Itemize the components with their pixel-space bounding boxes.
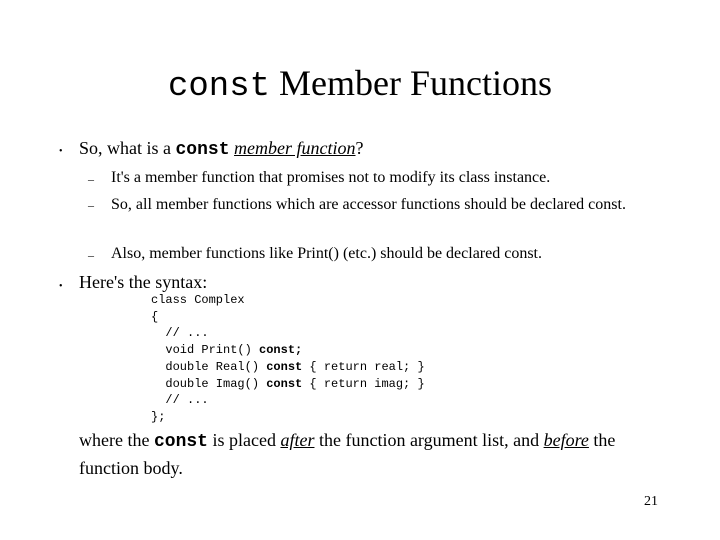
code-line: class Complex: [151, 293, 245, 307]
bullet-suffix: ?: [355, 138, 364, 158]
sub-bullet-1: It's a member function that promises not to modify its class instance.: [111, 169, 551, 186]
closing-paragraph: [79, 427, 669, 481]
code-line: ;: [295, 343, 303, 358]
sub-bullet-2: So, all member functions which are accessor functions should be declared const.: [111, 196, 626, 213]
dash-icon: –: [88, 198, 94, 212]
emphasis-before: before: [543, 430, 589, 450]
code-block: [151, 292, 425, 426]
code-keyword: const: [266, 376, 303, 391]
bullet-syntax: Here's the syntax:: [79, 272, 208, 292]
term-member-function: member function: [234, 138, 356, 158]
title-text: Member Functions: [270, 63, 552, 103]
inline-code: const: [175, 140, 230, 160]
slide-title: [0, 58, 720, 112]
title-code: const: [167, 68, 271, 106]
bullet-what-is-const: [79, 136, 364, 162]
tail-text: is placed: [207, 430, 281, 450]
code-line: // ...: [151, 393, 209, 408]
bullet-text: So, what is a: [79, 138, 176, 158]
emphasis-after: after: [280, 430, 315, 450]
code-line: { return real; }: [302, 359, 425, 374]
dash-icon: –: [88, 248, 94, 262]
bullet-dot: •: [59, 281, 63, 292]
code-line: { return imag; }: [302, 376, 425, 391]
tail-text: the function body.: [79, 430, 616, 478]
code-keyword: const: [266, 359, 303, 374]
code-keyword: const: [259, 343, 296, 358]
tail-text: the function argument list, and: [314, 430, 544, 450]
bullet-dot: •: [59, 146, 63, 157]
dash-icon: –: [88, 172, 94, 186]
sub-bullet-3: Also, member functions like Print() (etc.) should be declared const.: [111, 245, 542, 262]
tail-text: where the: [79, 430, 154, 450]
inline-code: const: [153, 432, 208, 452]
code-line: double Real(): [151, 359, 267, 374]
code-line: // ...: [151, 326, 209, 341]
code-line: double Imag(): [151, 376, 267, 391]
page-number: 21: [644, 494, 658, 509]
code-line: };: [151, 409, 166, 424]
code-line: void Print(): [151, 343, 260, 358]
code-line: {: [151, 309, 159, 324]
